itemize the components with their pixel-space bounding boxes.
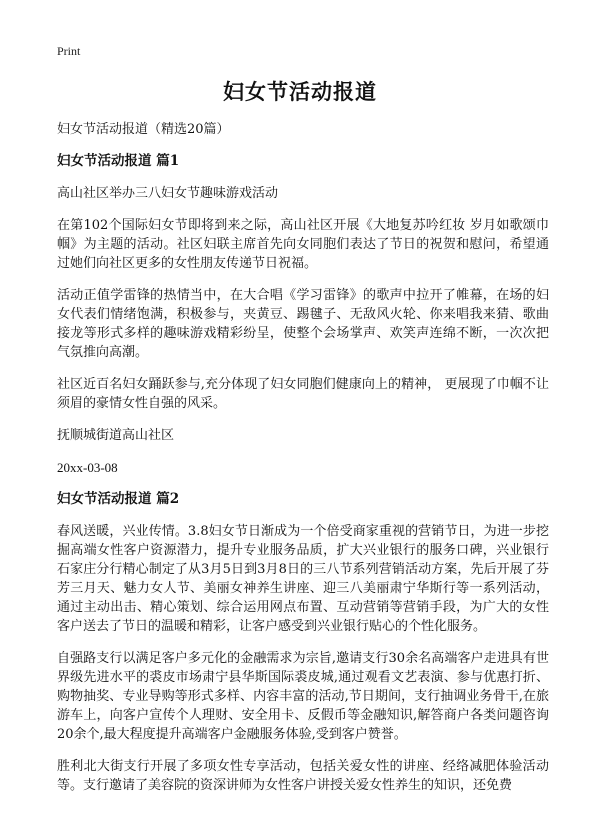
article-subtitle: 妇女节活动报道（精选20篇） bbox=[57, 122, 230, 137]
paragraph: 社区近百名妇女踊跃参与,充分体现了妇女同胞们健康向上的精神， 更展现了巾帼不让须眉的豪情女性自强的风采。 bbox=[57, 377, 549, 411]
paragraph: 春风送暖，兴业传情。3.8妇女节日渐成为一个倍受商家重视的营销节日，为进一步挖掘高端女性客户资源潜力，提升专业服务品质，扩大兴业银行的服务口碑，兴业银行石家庄分行精心制定了从3月5日到3月8日的三八节系列营销活动方案，先后开展了芬芳三月天、魅力女人节、美丽女神养生讲座、迎三八美丽肃宁华斯行等一系列活动，通过主动出击、精心策划、综合运用网点布置、互动营销等营销手段，为广大的女性客户送去了节日的温暖和精彩，让客户感受到兴业银行贴心的个性化服务。 bbox=[57, 524, 549, 634]
section-subtitle: 高山社区举办三八妇女节趣味游戏活动 bbox=[57, 186, 279, 201]
article-body bbox=[57, 120, 549, 808]
paragraph: 自强路支行以满足客户多元化的金融需求为宗旨,邀请支行30余名高端客户走进具有世界级先进水平的裘皮市场肃宁县华斯国际裘皮城,通过观看文艺表演、参与优惠打折、购物抽奖、专业导购等形式多样、内容丰富的活动,节日期间，支行抽调业务骨干,在旅游车上，向客户宣传个人理财、安全用卡、反假币等金融知识,解答商户各类问题咨询20余个,最大程度提升高端客户金融服务体验,受到客户赞誉。 bbox=[57, 651, 549, 742]
paragraph: 胜利北大街支行开展了多项女性专享活动，包括关爱女性的讲座、经络减肥体验活动等。支行邀请了美容院的资深讲师为女性客户讲授关爱女性养生的知识，还免费 bbox=[57, 759, 549, 793]
section-heading: 妇女节活动报道 篇2 bbox=[57, 491, 180, 507]
print-link[interactable]: Print bbox=[57, 44, 81, 58]
section-heading: 妇女节活动报道 篇1 bbox=[57, 153, 180, 169]
paragraph: 活动正值学雷锋的热情当中，在大合唱《学习雷锋》的歌声中拉开了帷幕，在场的妇女代表们情绪饱满，积极参与，夹黄豆、踢毽子、无敌风火轮、你来唱我来猜、歌曲接龙等形式多样的趣味游戏精彩纷呈，使整个会场掌声、欢笑声连绵不断，一次次把气氛推向高潮。 bbox=[57, 288, 549, 360]
article-section-2 bbox=[57, 490, 549, 795]
signature-date: 20xx-03-08 bbox=[57, 460, 118, 475]
paragraph: 在第102个国际妇女节即将到来之际，高山社区开展《大地复苏吟红妆 岁月如歌颂巾帼》为主题的活动。社区妇联主席首先向女同胞们表达了节日的祝贺和慰问，希望通过她们向社区更多的女性朋友传递节日祝福。 bbox=[57, 218, 549, 271]
page-title: 妇女节活动报道 bbox=[223, 79, 377, 104]
article-section-1 bbox=[57, 152, 549, 477]
signature-organization: 抚顺城街道高山社区 bbox=[57, 428, 175, 443]
